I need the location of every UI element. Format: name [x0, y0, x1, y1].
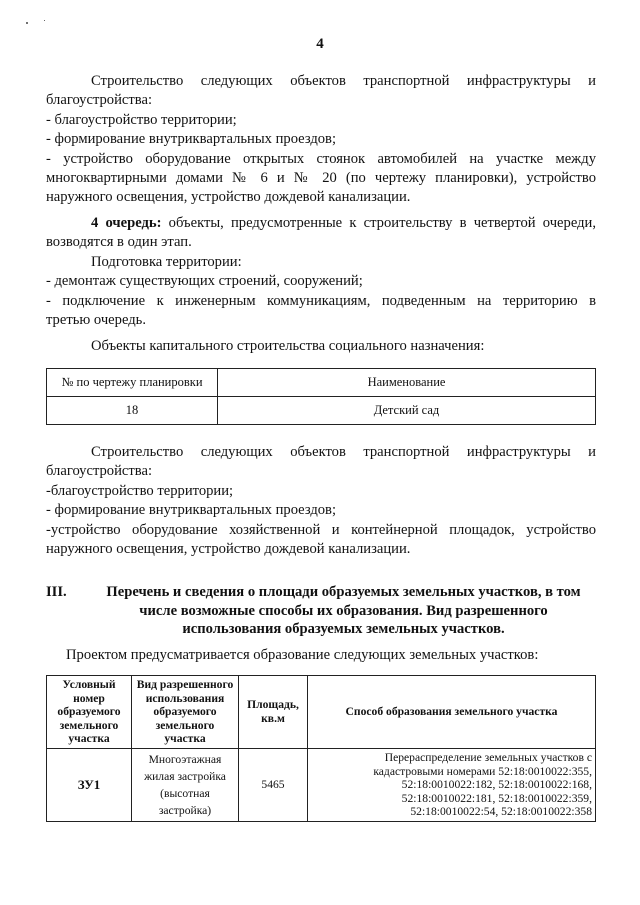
- paragraph-line: благоустройства:: [46, 92, 153, 109]
- paragraph-line: многоквартирными домами № 6 и № 20 (по чертежу планировки), устройство: [46, 170, 596, 187]
- header-line: Вид разрешенного: [136, 678, 234, 691]
- header-line: кв.м: [261, 711, 285, 725]
- paragraph-line: Строительство следующих объектов транспортной инфраструктуры и: [91, 444, 596, 460]
- header-line: Условный: [62, 678, 116, 691]
- table-row: [47, 397, 596, 425]
- queue-text: объекты, предусмотренные к строительству в четвертой очереди,: [161, 215, 596, 231]
- header-line: земельного: [59, 718, 119, 732]
- page-number: 4: [316, 36, 324, 52]
- section-3-heading: [46, 583, 596, 639]
- table-header-cell: Наименование: [218, 369, 596, 397]
- table-cell: Детский сад: [218, 397, 596, 425]
- list-item: - формирование внутриквартальных проездов;: [46, 502, 336, 519]
- cell-line: жилая застройка: [144, 769, 226, 783]
- header-method: Способ образования земельного участка: [308, 676, 596, 749]
- table-header-row: [47, 676, 596, 749]
- section-number: III.: [46, 584, 67, 600]
- paragraph-line: Объекты капитального строительства социального назначения:: [91, 338, 485, 354]
- social-objects-heading: [46, 337, 596, 356]
- header-line: участка: [68, 732, 110, 746]
- header-line: образуемого: [153, 705, 217, 719]
- queue-4-paragraph: [46, 214, 596, 330]
- header-line: земельного: [155, 718, 215, 732]
- paragraph-line: наружного освещения, устройство дождевой канализации.: [46, 541, 411, 558]
- paragraph-line: наружного освещения, устройство дождевой канализации.: [46, 189, 411, 206]
- table-header-row: [47, 369, 596, 397]
- list-item: - устройство оборудование открытых стоянок автомобилей на участке между: [46, 150, 596, 167]
- header-area: [239, 676, 308, 749]
- paragraph-line: благоустройства:: [46, 463, 153, 480]
- plot-method-cell: [308, 748, 596, 821]
- cell-line: Многоэтажная: [148, 752, 222, 766]
- land-plots-table: [46, 675, 596, 822]
- table-cell: 18: [47, 397, 218, 425]
- construction-paragraph-2: [46, 443, 596, 559]
- list-item: -устройство оборудование хозяйственной и контейнерной площадок, устройство: [46, 521, 596, 538]
- list-item: -благоустройство территории;: [46, 482, 234, 499]
- title-line: Перечень и сведения о площади образуемых земельных участков, в том: [106, 584, 581, 600]
- cell-line: застройка): [158, 803, 212, 817]
- list-item: - демонтаж существующих строений, сооружений;: [46, 273, 363, 290]
- list-item: - подключение к инженерным коммуникациям, подведенным на территорию в: [46, 292, 596, 309]
- list-item: - благоустройство территории;: [46, 111, 237, 128]
- cell-line: кадастровыми номерами 52:18:0010022:355,: [373, 764, 592, 778]
- title-line: числе возможные способы их образования. Вид разрешенного: [139, 602, 548, 619]
- table-header-cell: № по чертежу планировки: [47, 369, 218, 397]
- header-line: участка: [164, 732, 206, 746]
- header-permitted-use: [132, 676, 239, 749]
- list-item: - формирование внутриквартальных проездов;: [46, 131, 336, 148]
- cell-line: Перераспределение земельных участков с: [384, 750, 592, 764]
- plots-lead: [46, 646, 596, 665]
- cell-line: 52:18:0010022:182, 52:18:0010022:168,: [401, 778, 592, 792]
- paragraph-line: [46, 214, 596, 233]
- cell-line: 52:18:0010022:181, 52:18:0010022:359,: [401, 791, 592, 805]
- header-line: Площадь,: [247, 698, 299, 712]
- cell-line: 52:18:0010022:54, 52:18:0010022:358: [410, 805, 592, 819]
- header-line: образуемого: [57, 705, 121, 719]
- paragraph-line: Подготовка территории:: [91, 253, 242, 270]
- paragraph-line: возводятся в один этап.: [46, 234, 192, 251]
- paragraph-line: Проектом предусматривается образование следующих земельных участков:: [66, 647, 539, 663]
- plot-use-cell: [132, 748, 239, 821]
- title-line: использования образуемых земельных участков.: [182, 621, 505, 638]
- paragraph-line: третью очередь.: [46, 312, 146, 329]
- construction-paragraph-1: [46, 72, 596, 208]
- scan-speck: [44, 20, 45, 21]
- plot-id-cell: ЗУ1: [47, 748, 132, 821]
- social-objects-table: [46, 368, 596, 425]
- section-title: [91, 583, 596, 639]
- plot-area-cell: 5465: [239, 748, 308, 821]
- queue-label: 4 очередь:: [91, 215, 162, 231]
- header-plot-number: [47, 676, 132, 749]
- header-line: номер: [73, 691, 105, 705]
- cell-line: (высотная: [160, 786, 210, 800]
- scan-speck: [26, 22, 28, 24]
- table-row: [47, 748, 596, 821]
- header-line: использования: [145, 691, 225, 705]
- paragraph-line: Строительство следующих объектов транспортной инфраструктуры и: [91, 73, 596, 89]
